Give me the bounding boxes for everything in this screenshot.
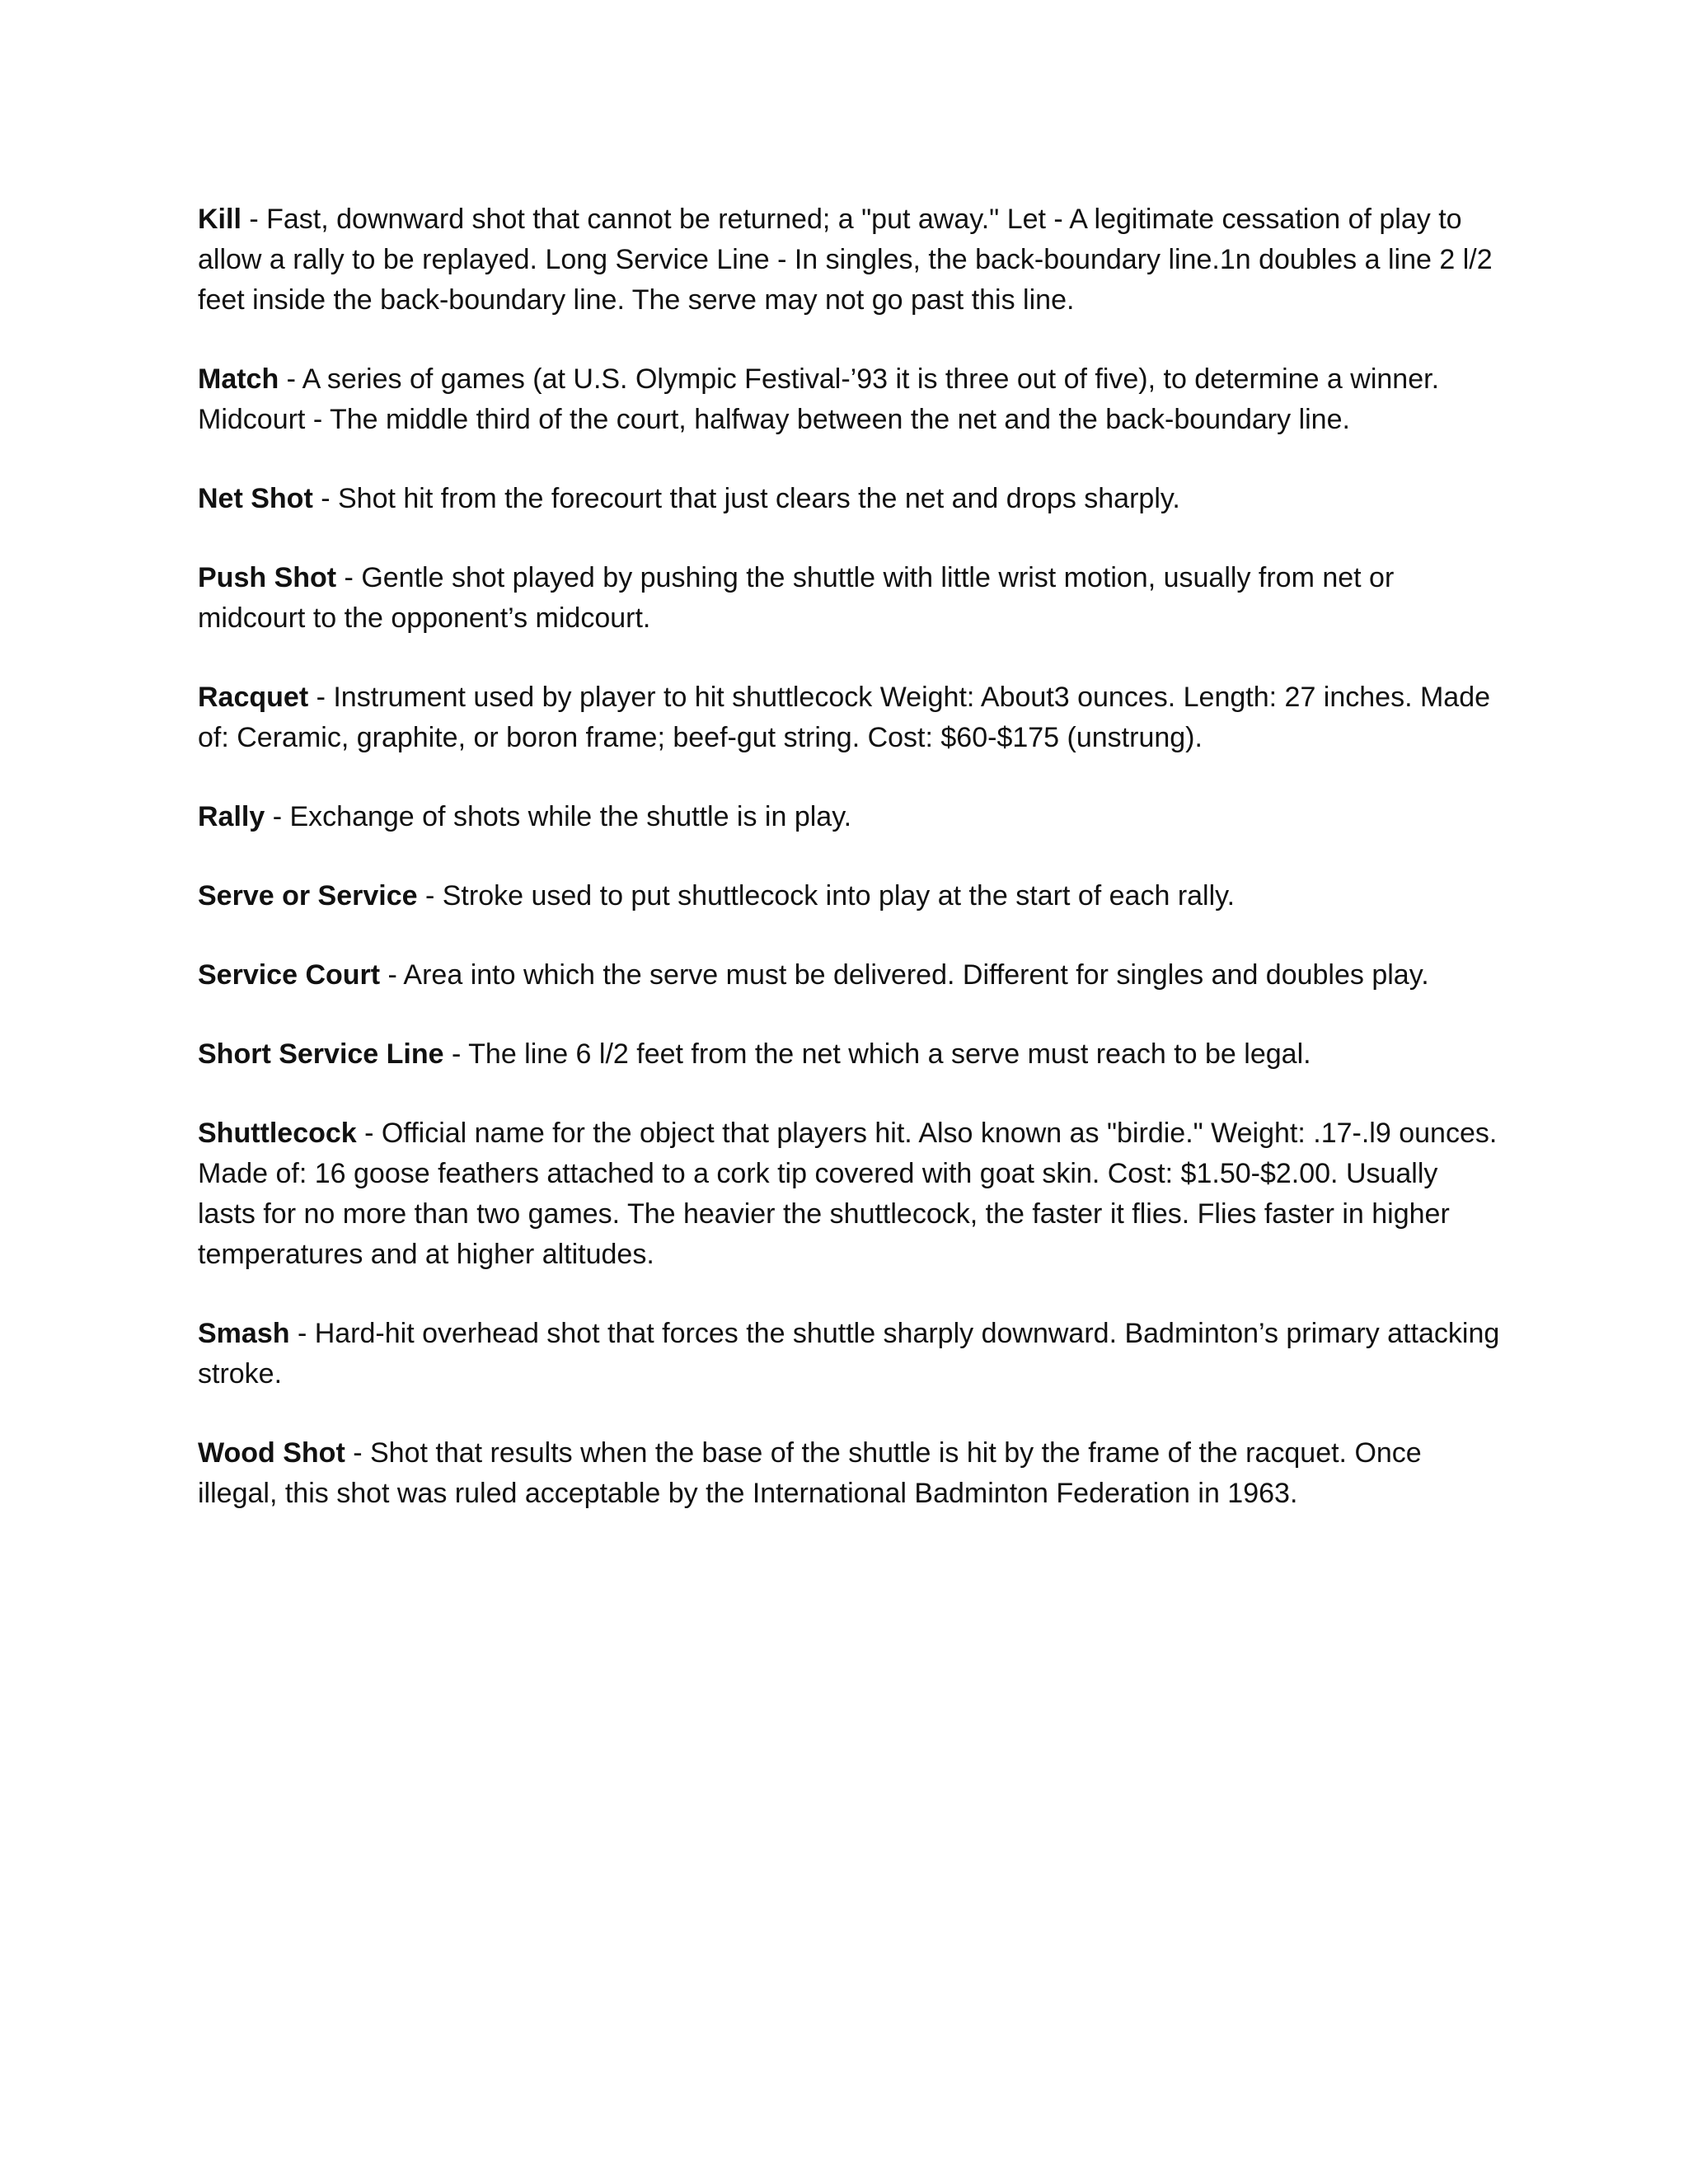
glossary-term: Racquet xyxy=(198,682,309,713)
glossary-entry-push-shot xyxy=(198,558,1500,639)
glossary-entry-short-service-line xyxy=(198,1034,1500,1075)
glossary-definition: - A series of games (at U.S. Olympic Festival-’93 it is three out of five), to determine a winner. Midcourt - The middle third of the court, halfway between the net and the back-boundary line. xyxy=(198,363,1440,435)
glossary-definition: - Exchange of shots while the shuttle is in play. xyxy=(265,801,852,832)
glossary-term: Smash xyxy=(198,1318,290,1349)
glossary-body xyxy=(198,199,1500,1553)
glossary-definition: - Instrument used by player to hit shuttlecock Weight: About3 ounces. Length: 27 inches. Made of: Ceramic, graphite, or boron frame; beef-gut string. Cost: $60-$175 (unstrung). xyxy=(198,682,1491,753)
glossary-entry-net-shot xyxy=(198,479,1500,519)
glossary-term: Rally xyxy=(198,801,265,832)
glossary-entry-wood-shot xyxy=(198,1433,1500,1514)
glossary-definition: - Gentle shot played by pushing the shuttle with little wrist motion, usually from net or midcourt to the opponent’s midcourt. xyxy=(198,562,1395,634)
glossary-definition: - Area into which the serve must be delivered. Different for singles and doubles play. xyxy=(380,959,1429,991)
glossary-definition: - Fast, downward shot that cannot be returned; a "put away." Let - A legitimate cessation of play to allow a rally to be replayed. Long Service Line - In singles, the back-boundary line.1n doubles a line 2 l/2 feet inside the back-boundary line. The serve may not go past this line. xyxy=(198,204,1493,316)
glossary-term: Service Court xyxy=(198,959,381,991)
glossary-entry-serve xyxy=(198,876,1500,916)
glossary-term: Wood Shot xyxy=(198,1437,345,1469)
glossary-entry-service-court xyxy=(198,955,1500,996)
glossary-term: Match xyxy=(198,363,279,395)
glossary-definition: - Hard-hit overhead shot that forces the shuttle sharply downward. Badminton’s primary attacking stroke. xyxy=(198,1318,1500,1390)
glossary-term: Kill xyxy=(198,204,241,235)
glossary-definition: - Stroke used to put shuttlecock into play at the start of each rally. xyxy=(417,880,1236,912)
glossary-term: Serve or Service xyxy=(198,880,418,912)
glossary-term: Net Shot xyxy=(198,483,313,514)
glossary-entry-kill xyxy=(198,199,1500,321)
glossary-entry-rally xyxy=(198,797,1500,837)
glossary-term: Push Shot xyxy=(198,562,337,593)
glossary-entry-smash xyxy=(198,1314,1500,1394)
glossary-definition: - Shot that results when the base of the shuttle is hit by the frame of the racquet. Once illegal, this shot was ruled acceptable by the International Badminton Federation in 1963. xyxy=(198,1437,1422,1509)
glossary-definition: - Shot hit from the forecourt that just clears the net and drops sharply. xyxy=(312,483,1180,514)
glossary-term: Shuttlecock xyxy=(198,1118,357,1149)
glossary-entry-match xyxy=(198,359,1500,440)
glossary-entry-racquet xyxy=(198,677,1500,758)
glossary-definition: - The line 6 l/2 feet from the net which a serve must reach to be legal. xyxy=(443,1038,1311,1070)
glossary-definition: - Official name for the object that players hit. Also known as "birdie." Weight: .17-.l9 ounces. Made of: 16 goose feathers attached to a cork tip covered with goat skin. Cost: $1.50-$2.00. Usually lasts for no more than two games. The heavier the shuttlecock, the faster it flies. Flies faster in higher temperatures and at higher altitudes. xyxy=(198,1118,1498,1270)
glossary-entry-shuttlecock xyxy=(198,1113,1500,1275)
glossary-term: Short Service Line xyxy=(198,1038,444,1070)
